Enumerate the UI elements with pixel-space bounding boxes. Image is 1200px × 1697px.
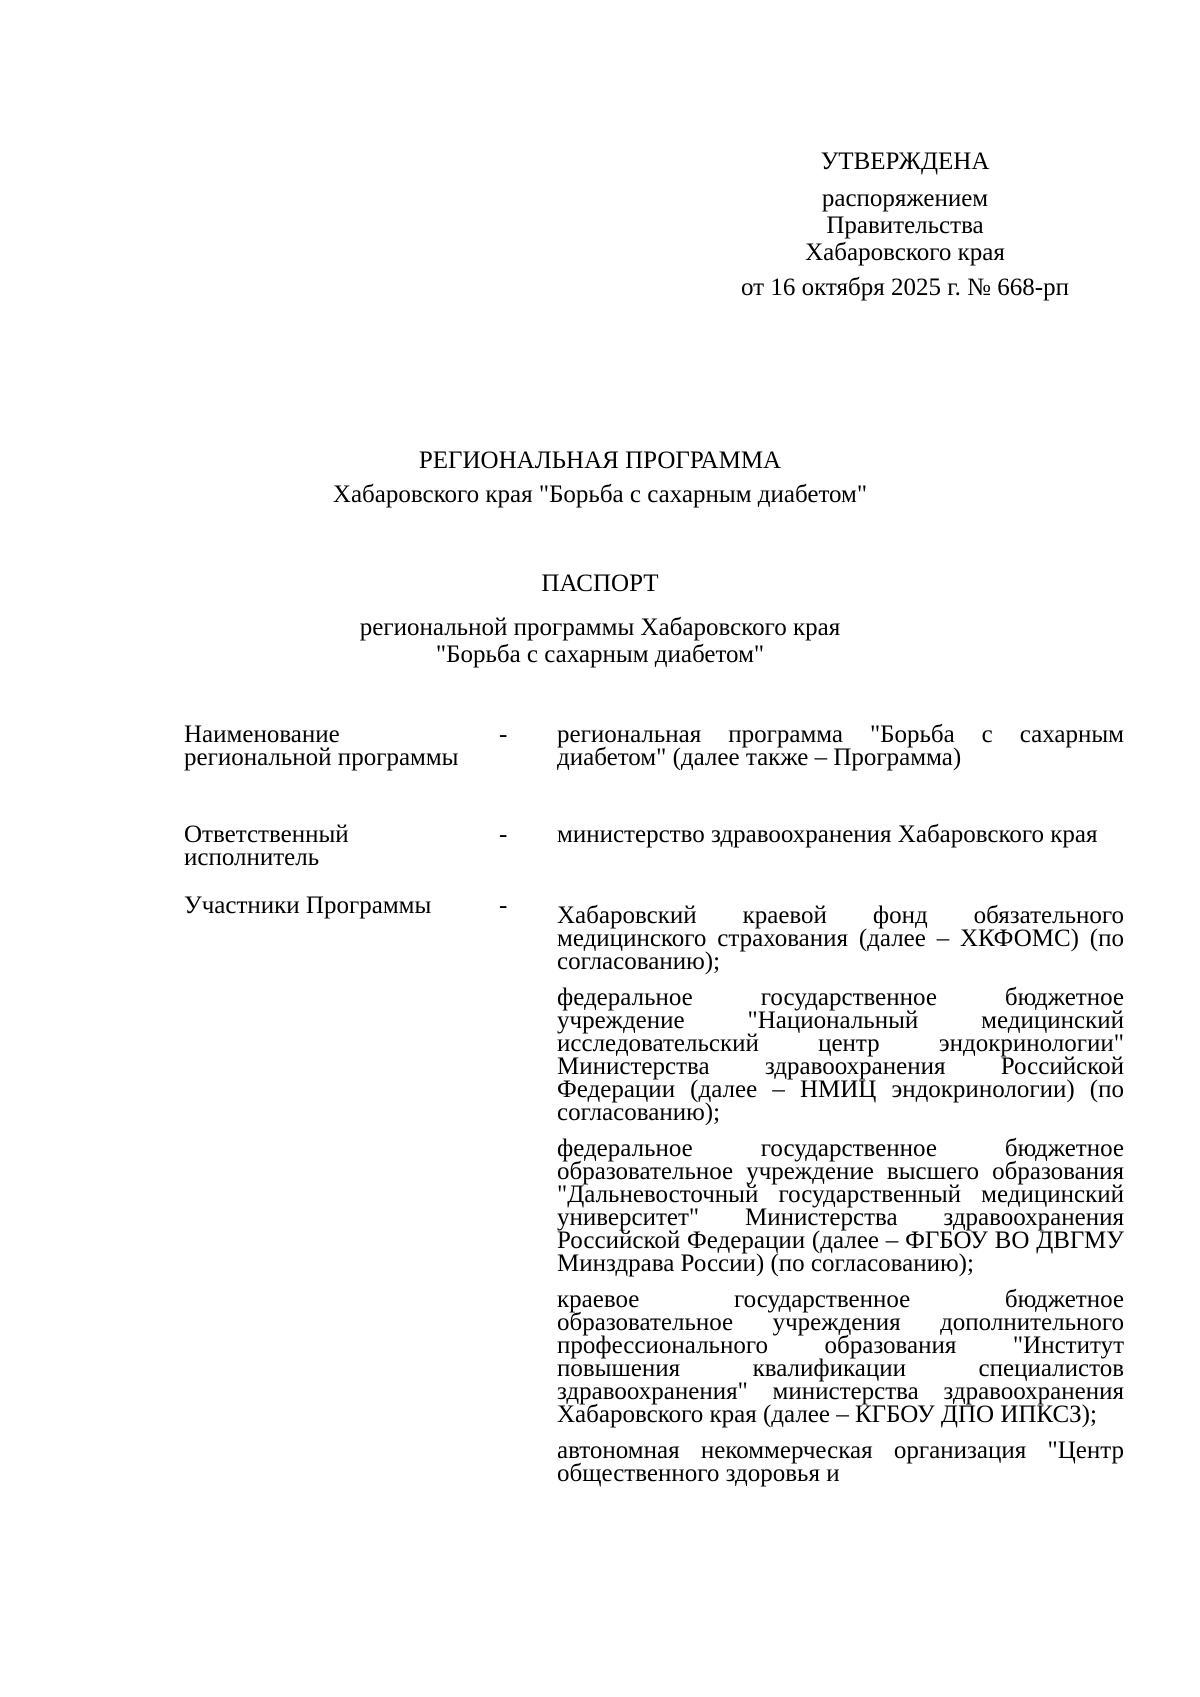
approval-stamp	[690, 148, 1120, 301]
row-dash: -	[499, 821, 508, 848]
row-value	[557, 823, 1124, 859]
row-dash: -	[499, 721, 508, 748]
value-paragraph: автономная некоммерческая организация "Центр общественного здоровья и	[557, 1437, 1124, 1487]
row-label: Ответственный исполнитель	[184, 821, 349, 871]
passport-subtitle-line-2: "Борьба с сахарным диабетом"	[435, 641, 765, 668]
program-subtitle: Хабаровского края "Борьба с сахарным диабетом"	[332, 481, 868, 508]
program-title-block	[0, 447, 1200, 508]
row-label: Наименование региональной программы	[184, 721, 459, 771]
passport-title: ПАСПОРТ	[541, 570, 659, 597]
value-paragraph: региональная программа "Борьба с сахарным диабетом" (далее также – Программа)	[557, 721, 1124, 771]
row-dash: -	[499, 892, 508, 919]
table-row	[184, 723, 1124, 823]
value-paragraph: министерство здравоохранения Хабаровского края	[557, 821, 1098, 848]
approval-line-1: распоряжением	[821, 185, 989, 212]
row-value	[557, 723, 1124, 782]
value-paragraph: федеральное государственное бюджетное образовательное учреждение высшего образования "Дальневосточный государственный медицинский университет" Министерства здравоохранения Российской Федерации (далее – ФГБОУ ВО ДВГМУ Минздрава России) (по согласованию);	[557, 1135, 1124, 1277]
approval-heading: УТВЕРЖДЕНА	[820, 148, 990, 175]
row-label: Участники Программы	[184, 892, 432, 919]
passport-subtitle-line-1: региональной программы Хабаровского края	[359, 614, 841, 641]
passport-table	[184, 723, 1124, 1498]
value-paragraph: краевое государственное бюджетное образовательное учреждения дополнительного профессионального образования "Институт повышения квалификации специалистов здравоохранения" министерства здравоохранения Хабаровского края (далее – КГБОУ ДПО ИПКСЗ);	[557, 1286, 1124, 1428]
approval-line-2: Правительства	[826, 212, 984, 239]
table-row	[184, 894, 1124, 1498]
value-paragraph: Хабаровский краевой фонд обязательного медицинского страхования (далее – ХКФОМС) (по согласованию);	[557, 902, 1124, 975]
row-value	[557, 894, 1124, 1498]
approval-line-3: Хабаровского края	[805, 239, 1005, 266]
value-paragraph: федеральное государственное бюджетное учреждение "Национальный медицинский исследовательский центр эндокринологии" Министерства здравоохранения Российской Федерации (далее – НМИЦ эндокринологии) (по согласованию);	[557, 984, 1124, 1126]
passport-title-block	[0, 570, 1200, 668]
table-row	[184, 823, 1124, 894]
approval-date: от 16 октября 2025 г. № 668-рп	[741, 274, 1069, 301]
program-title: РЕГИОНАЛЬНАЯ ПРОГРАММА	[418, 447, 782, 474]
